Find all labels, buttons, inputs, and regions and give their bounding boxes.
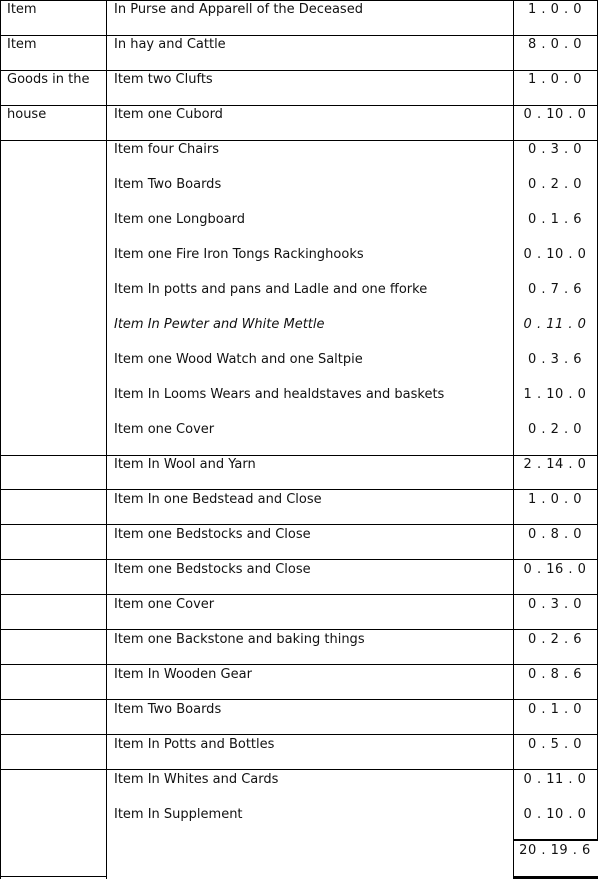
- value-cell: 0 . 16 . 0: [523, 562, 587, 577]
- item-description-cell: Item In Wooden Gear: [114, 667, 252, 682]
- item-description-cell: Item one Longboard: [114, 212, 246, 227]
- value-cell: 0 . 1 . 0: [527, 702, 583, 717]
- item-description-cell: In hay and Cattle: [114, 37, 226, 52]
- item-description-cell: In Purse and Apparell of the Deceased: [114, 2, 363, 17]
- item-description-cell: Item In Supplement: [114, 807, 243, 822]
- value-cell: 2 . 14 . 0: [523, 457, 587, 472]
- row-rule: [0, 140, 598, 141]
- value-cell: 0 . 11 . 0: [523, 317, 587, 332]
- row-rule: [0, 594, 598, 595]
- value-cell: 0 . 2 . 6: [527, 632, 583, 647]
- item-description-cell: Item In Looms Wears and healdstaves and baskets: [114, 387, 445, 402]
- row-rule: [0, 769, 598, 770]
- item-description-cell: Item In one Bedstead and Close: [114, 492, 322, 507]
- value-cell: 0 . 3 . 6: [527, 352, 583, 367]
- value-cell: 1 . 0 . 0: [527, 72, 583, 87]
- value-cell: 0 . 11 . 0: [523, 772, 587, 787]
- item-description-cell: Item In Wool and Yarn: [114, 457, 256, 472]
- item-description-cell: Item In Potts and Bottles: [114, 737, 275, 752]
- value-cell: 1 . 0 . 0: [527, 492, 583, 507]
- item-description-cell: Item In Whites and Cards: [114, 772, 279, 787]
- item-description-cell: Item one Bedstocks and Close: [114, 527, 311, 542]
- row-rule: [0, 559, 598, 560]
- value-cell: 0 . 10 . 0: [523, 807, 587, 822]
- category-cell: house: [7, 107, 47, 122]
- item-description-cell: Item one Bedstocks and Close: [114, 562, 311, 577]
- value-cell: 8 . 0 . 0: [527, 37, 583, 52]
- item-description-cell: Item one Cover: [114, 422, 215, 437]
- row-rule: [514, 839, 598, 841]
- row-rule: [0, 489, 598, 490]
- value-cell: 0 . 1 . 6: [527, 212, 583, 227]
- row-rule: [0, 664, 598, 665]
- row-rule: [0, 524, 598, 525]
- value-cell: 0 . 8 . 0: [527, 527, 583, 542]
- value-cell: 0 . 7 . 6: [527, 282, 583, 297]
- value-cell: 0 . 2 . 0: [527, 177, 583, 192]
- value-cell: 0 . 10 . 0: [523, 247, 587, 262]
- row-rule: [0, 70, 598, 71]
- row-rule: [0, 699, 598, 700]
- value-cell: 0 . 2 . 0: [527, 422, 583, 437]
- row-rule: [0, 35, 598, 36]
- value-cell: 0 . 3 . 0: [527, 142, 583, 157]
- item-description-cell: Item one Fire Iron Tongs Rackinghooks: [114, 247, 364, 262]
- category-cell: Item: [7, 37, 37, 52]
- item-description-cell: Item In potts and pans and Ladle and one fforke: [114, 282, 428, 297]
- column-rule: [0, 0, 1, 879]
- row-rule: [0, 105, 598, 106]
- value-cell: 1 . 10 . 0: [523, 387, 587, 402]
- row-rule: [0, 455, 598, 456]
- item-description-cell: Item one Backstone and baking things: [114, 632, 365, 647]
- value-cell: 1 . 0 . 0: [527, 2, 583, 17]
- item-description-cell: Item In Pewter and White Mettle: [114, 317, 325, 332]
- item-description-cell: Item one Cover: [114, 597, 215, 612]
- item-description-cell: Item Two Boards: [114, 702, 222, 717]
- total-value: 20 . 19 . 6: [519, 843, 591, 858]
- row-rule: [0, 629, 598, 630]
- row-rule: [0, 876, 107, 877]
- category-cell: Item: [7, 2, 37, 17]
- value-cell: 0 . 10 . 0: [523, 107, 587, 122]
- item-description-cell: Item four Chairs: [114, 142, 219, 157]
- category-cell: Goods in the: [7, 72, 90, 87]
- item-description-cell: Item one Cubord: [114, 107, 223, 122]
- item-description-cell: Item two Clufts: [114, 72, 213, 87]
- value-cell: 0 . 8 . 6: [527, 667, 583, 682]
- item-description-cell: Item Two Boards: [114, 177, 222, 192]
- item-description-cell: Item one Wood Watch and one Saltpie: [114, 352, 363, 367]
- row-rule: [0, 734, 598, 735]
- value-cell: 0 . 3 . 0: [527, 597, 583, 612]
- column-rule: [106, 0, 107, 879]
- value-cell: 0 . 5 . 0: [527, 737, 583, 752]
